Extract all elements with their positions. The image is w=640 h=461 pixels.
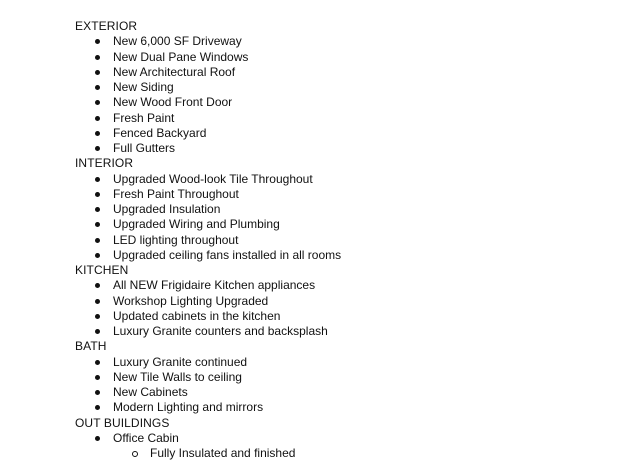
bullet-dot-icon [95, 390, 100, 395]
list-item [75, 126, 615, 141]
bullet-dot-icon [95, 116, 100, 121]
list-item-text: Upgraded Insulation [113, 202, 220, 216]
list-item [75, 80, 615, 95]
bullet-dot-icon [95, 207, 100, 212]
list-item [75, 50, 615, 65]
bullet-list [75, 431, 615, 461]
list-item [75, 111, 615, 126]
list-item [75, 294, 615, 309]
bullet-dot-icon [95, 375, 100, 380]
bullet-dot-icon [95, 360, 100, 365]
section-exterior [75, 19, 615, 156]
list-item [75, 172, 615, 187]
list-item-text: Upgraded Wiring and Plumbing [113, 217, 280, 231]
list-item-text: New Architectural Roof [113, 65, 235, 79]
list-item-text: Fenced Backyard [113, 126, 206, 140]
list-item-text: New Cabinets [113, 385, 188, 399]
section-out-buildings [75, 416, 615, 461]
list-item [75, 141, 615, 156]
list-item-text: Luxury Granite continued [113, 355, 247, 369]
list-item [75, 248, 615, 263]
list-item [75, 309, 615, 324]
list-item [75, 370, 615, 385]
list-item-text: Workshop Lighting Upgraded [113, 294, 268, 308]
list-item [75, 385, 615, 400]
bullet-list [75, 172, 615, 264]
bullet-dot-icon [95, 146, 100, 151]
sub-list-item-text: Fully Insulated and finished [150, 446, 295, 460]
list-item-text: Upgraded ceiling fans installed in all rooms [113, 248, 341, 262]
bullet-list [75, 34, 615, 156]
list-item [75, 34, 615, 49]
bullet-dot-icon [95, 70, 100, 75]
list-item-text: Office Cabin [113, 431, 179, 445]
bullet-dot-icon [95, 299, 100, 304]
section-bath [75, 339, 615, 415]
section-interior [75, 156, 615, 263]
section-heading: OUT BUILDINGS [75, 416, 615, 431]
section-kitchen [75, 263, 615, 339]
bullet-dot-icon [95, 177, 100, 182]
sub-list-item [75, 446, 615, 461]
bullet-list [75, 355, 615, 416]
list-item-text: Modern Lighting and mirrors [113, 400, 263, 414]
bullet-dot-icon [95, 39, 100, 44]
list-item [75, 65, 615, 80]
list-item-text: Fresh Paint Throughout [113, 187, 239, 201]
list-item-text: New Wood Front Door [113, 95, 232, 109]
bullet-dot-icon [95, 222, 100, 227]
bullet-dot-icon [95, 436, 100, 441]
list-item-text: Full Gutters [113, 141, 175, 155]
list-item-text: New 6,000 SF Driveway [113, 34, 242, 48]
section-heading: BATH [75, 339, 615, 354]
feature-list-document [75, 19, 615, 461]
list-item-text: All NEW Frigidaire Kitchen appliances [113, 278, 315, 292]
list-item-text: Updated cabinets in the kitchen [113, 309, 280, 323]
bullet-dot-icon [95, 405, 100, 410]
bullet-dot-icon [95, 283, 100, 288]
section-heading: KITCHEN [75, 263, 615, 278]
bullet-dot-icon [95, 238, 100, 243]
bullet-dot-icon [95, 314, 100, 319]
list-item-text: New Siding [113, 80, 174, 94]
list-item [75, 187, 615, 202]
bullet-dot-icon [95, 85, 100, 90]
list-item-text: LED lighting throughout [113, 233, 238, 247]
list-item [75, 217, 615, 232]
bullet-dot-icon [95, 100, 100, 105]
list-item [75, 400, 615, 415]
hollow-bullet-icon [132, 451, 138, 457]
list-item [75, 95, 615, 110]
list-item-text: Fresh Paint [113, 111, 174, 125]
bullet-dot-icon [95, 55, 100, 60]
list-item [75, 431, 615, 446]
list-item-text: Luxury Granite counters and backsplash [113, 324, 328, 338]
list-item-text: New Tile Walls to ceiling [113, 370, 242, 384]
bullet-list [75, 278, 615, 339]
bullet-dot-icon [95, 192, 100, 197]
list-item-text: New Dual Pane Windows [113, 50, 248, 64]
list-item [75, 202, 615, 217]
section-heading: EXTERIOR [75, 19, 615, 34]
section-heading: INTERIOR [75, 156, 615, 171]
list-item-text: Upgraded Wood-look Tile Throughout [113, 172, 313, 186]
bullet-dot-icon [95, 131, 100, 136]
list-item [75, 233, 615, 248]
list-item [75, 324, 615, 339]
list-item [75, 355, 615, 370]
bullet-dot-icon [95, 329, 100, 334]
bullet-dot-icon [95, 253, 100, 258]
list-item [75, 278, 615, 293]
